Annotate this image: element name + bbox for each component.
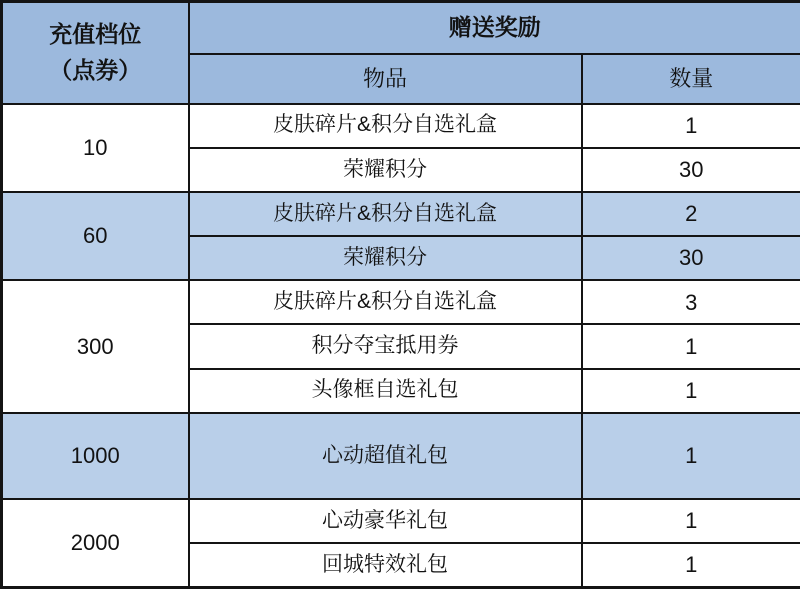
tier-cell-1000: 1000 [2, 413, 189, 499]
table-row [2, 280, 800, 324]
rewards-column-header: 赠送奖励 [189, 2, 800, 54]
item-cell: 荣耀积分 [189, 148, 582, 192]
tier-cell-2000: 2000 [2, 499, 189, 587]
tier-column-header [2, 2, 189, 104]
item-cell: 皮肤碎片&积分自选礼盒 [189, 192, 582, 236]
tier-cell-10: 10 [2, 104, 189, 192]
quantity-cell: 30 [582, 148, 800, 192]
tier-cell-300: 300 [2, 280, 189, 413]
item-column-header: 物品 [189, 54, 582, 104]
table-row [2, 104, 800, 148]
item-cell: 荣耀积分 [189, 236, 582, 280]
item-cell: 积分夺宝抵用券 [189, 324, 582, 368]
table-row [2, 192, 800, 236]
quantity-cell: 30 [582, 236, 800, 280]
item-cell: 皮肤碎片&积分自选礼盒 [189, 280, 582, 324]
quantity-cell: 3 [582, 280, 800, 324]
item-cell: 心动超值礼包 [189, 413, 582, 499]
table-row [2, 413, 800, 499]
quantity-cell: 1 [582, 413, 800, 499]
tier-cell-60: 60 [2, 192, 189, 280]
quantity-column-header: 数量 [582, 54, 800, 104]
quantity-cell: 1 [582, 369, 800, 413]
item-cell: 回城特效礼包 [189, 543, 582, 587]
quantity-cell: 1 [582, 324, 800, 368]
item-cell: 头像框自选礼包 [189, 369, 582, 413]
item-cell: 皮肤碎片&积分自选礼盒 [189, 104, 582, 148]
quantity-cell: 1 [582, 499, 800, 543]
tier-header-line2: （点券） [49, 56, 142, 83]
quantity-cell: 2 [582, 192, 800, 236]
table-row [2, 499, 800, 543]
quantity-cell: 1 [582, 104, 800, 148]
tier-header-line1: 充值档位 [49, 21, 142, 48]
quantity-cell: 1 [582, 543, 800, 587]
item-cell: 心动豪华礼包 [189, 499, 582, 543]
header-row-1 [2, 2, 800, 54]
